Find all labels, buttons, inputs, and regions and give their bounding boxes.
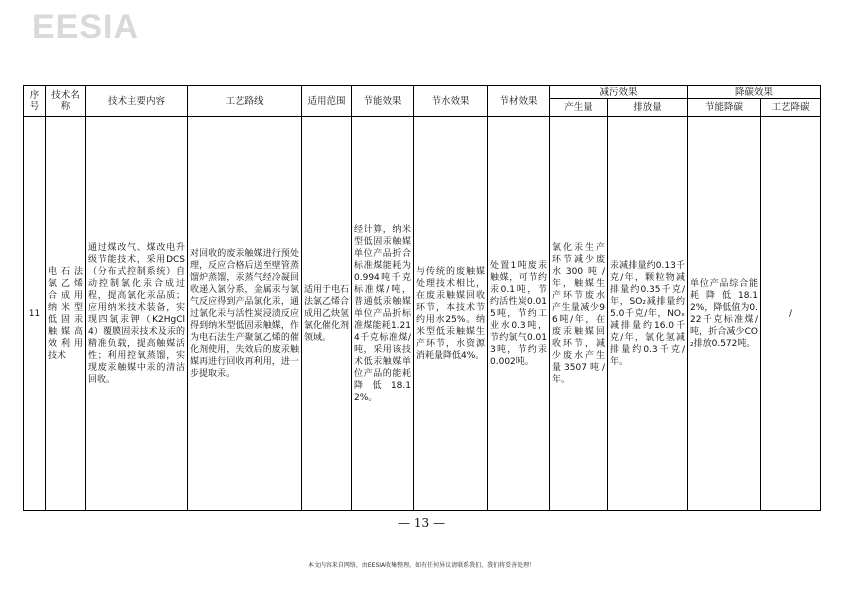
technology-table — [23, 85, 821, 511]
cell-tech-name: 电石法氯乙烯合成用纳米型低固汞触媒高效利用技术 — [46, 117, 86, 511]
cell-pollution-emission: 汞减排量约0.13千克/年，颗粒物减排量约0.35千克/年，SO₂减排量约5.0千克/年，NOₓ减排量约16.0千克/年，氯化氢减排量约0.3千克/年。 — [608, 117, 688, 511]
header-scope: 适用范围 — [302, 86, 352, 117]
cell-carbon-energy: 单位产品综合能耗降低18.12%，降低值为0.22千克标准煤/吨，折合减少CO₂排放0.572吨。 — [688, 117, 761, 511]
header-pollution-generation: 产生量 — [550, 99, 608, 117]
header-tech-name: 技术名称 — [46, 86, 86, 117]
cell-water-effect: 与传统的废触媒处理技术相比，在废汞触媒回收环节，本技术节约用水25%。纳米型低汞触媒生产环节，水资源消耗量降低4%。 — [414, 117, 488, 511]
cell-scope: 适用于电石法氯乙烯合成用乙炔氢氯化催化剂领域。 — [302, 117, 352, 511]
cell-material-effect: 处置1吨废汞触媒，可节约汞0.1吨，节约活性炭0.015吨，节约工业水0.3吨，节约氯气0.013吨，节约汞0.002吨。 — [488, 117, 550, 511]
header-process-route: 工艺路线 — [188, 86, 302, 117]
header-energy-effect: 节能效果 — [352, 86, 414, 117]
header-pollution-emission: 排放量 — [608, 99, 688, 117]
header-water-effect: 节水效果 — [414, 86, 488, 117]
page-number: — 13 — — [398, 516, 445, 530]
header-carbon-process: 工艺降碳 — [761, 99, 821, 117]
table-row — [24, 117, 821, 511]
cell-process-route: 对回收的废汞触媒进行预处理，反应合格后送至壁管蒸馏炉蒸馏，汞蒸气经冷凝回收递入氯分系，金属汞与氯气反应得到产品氯化汞，通过氯化汞与活性炭浸渍反应得到纳米型低固汞触媒，作为电石法生产聚氯乙烯的催化剂使用，失效后的废汞触媒再进行回收再利用，进一步提取汞。 — [188, 117, 302, 511]
cell-energy-effect: 经计算，纳米型低固汞触媒单位产品折合标准煤能耗为0.994吨千克标准煤/吨，普通低汞触媒单位产品折标准煤能耗1.214千克标准煤/吨，采用该技术低汞触媒单位产品的能耗降低18.12%。 — [352, 117, 414, 511]
cell-main-content: 通过煤改气、煤改电升级节能技术，采用DCS（分布式控制系统）自动控制氯化汞合成过程，提高氯化汞品质；应用纳米技术装备，实现四氯汞钾（K2HgCl4）覆膜固汞技术及汞的精准负载，提高触媒活性；利用控氧蒸馏，实现废汞触媒中汞的清洁回收。 — [86, 117, 188, 511]
header-carbon-group: 降碳效果 — [688, 86, 821, 99]
cell-pollution-generation: 氯化汞生产环节减少废水300吨/年，触媒生产环节废水产生量减少96吨/年，在废汞触媒回收环节，减少废水产生量3507吨/年。 — [550, 117, 608, 511]
cell-seq: 11 — [24, 117, 46, 511]
cell-carbon-process: / — [761, 117, 821, 511]
header-main-content: 技术主要内容 — [86, 86, 188, 117]
header-material-effect: 节材效果 — [488, 86, 550, 117]
header-carbon-energy: 节能降碳 — [688, 99, 761, 117]
eesia-logo: EESIA — [32, 8, 140, 46]
footer-note: 本文内容来自网络，由EESIA收集整理。如有任何异议请联系我们，我们将妥善处理！ — [307, 562, 536, 569]
header-pollution-group: 减污效果 — [550, 86, 688, 99]
header-seq: 序号 — [24, 86, 46, 117]
